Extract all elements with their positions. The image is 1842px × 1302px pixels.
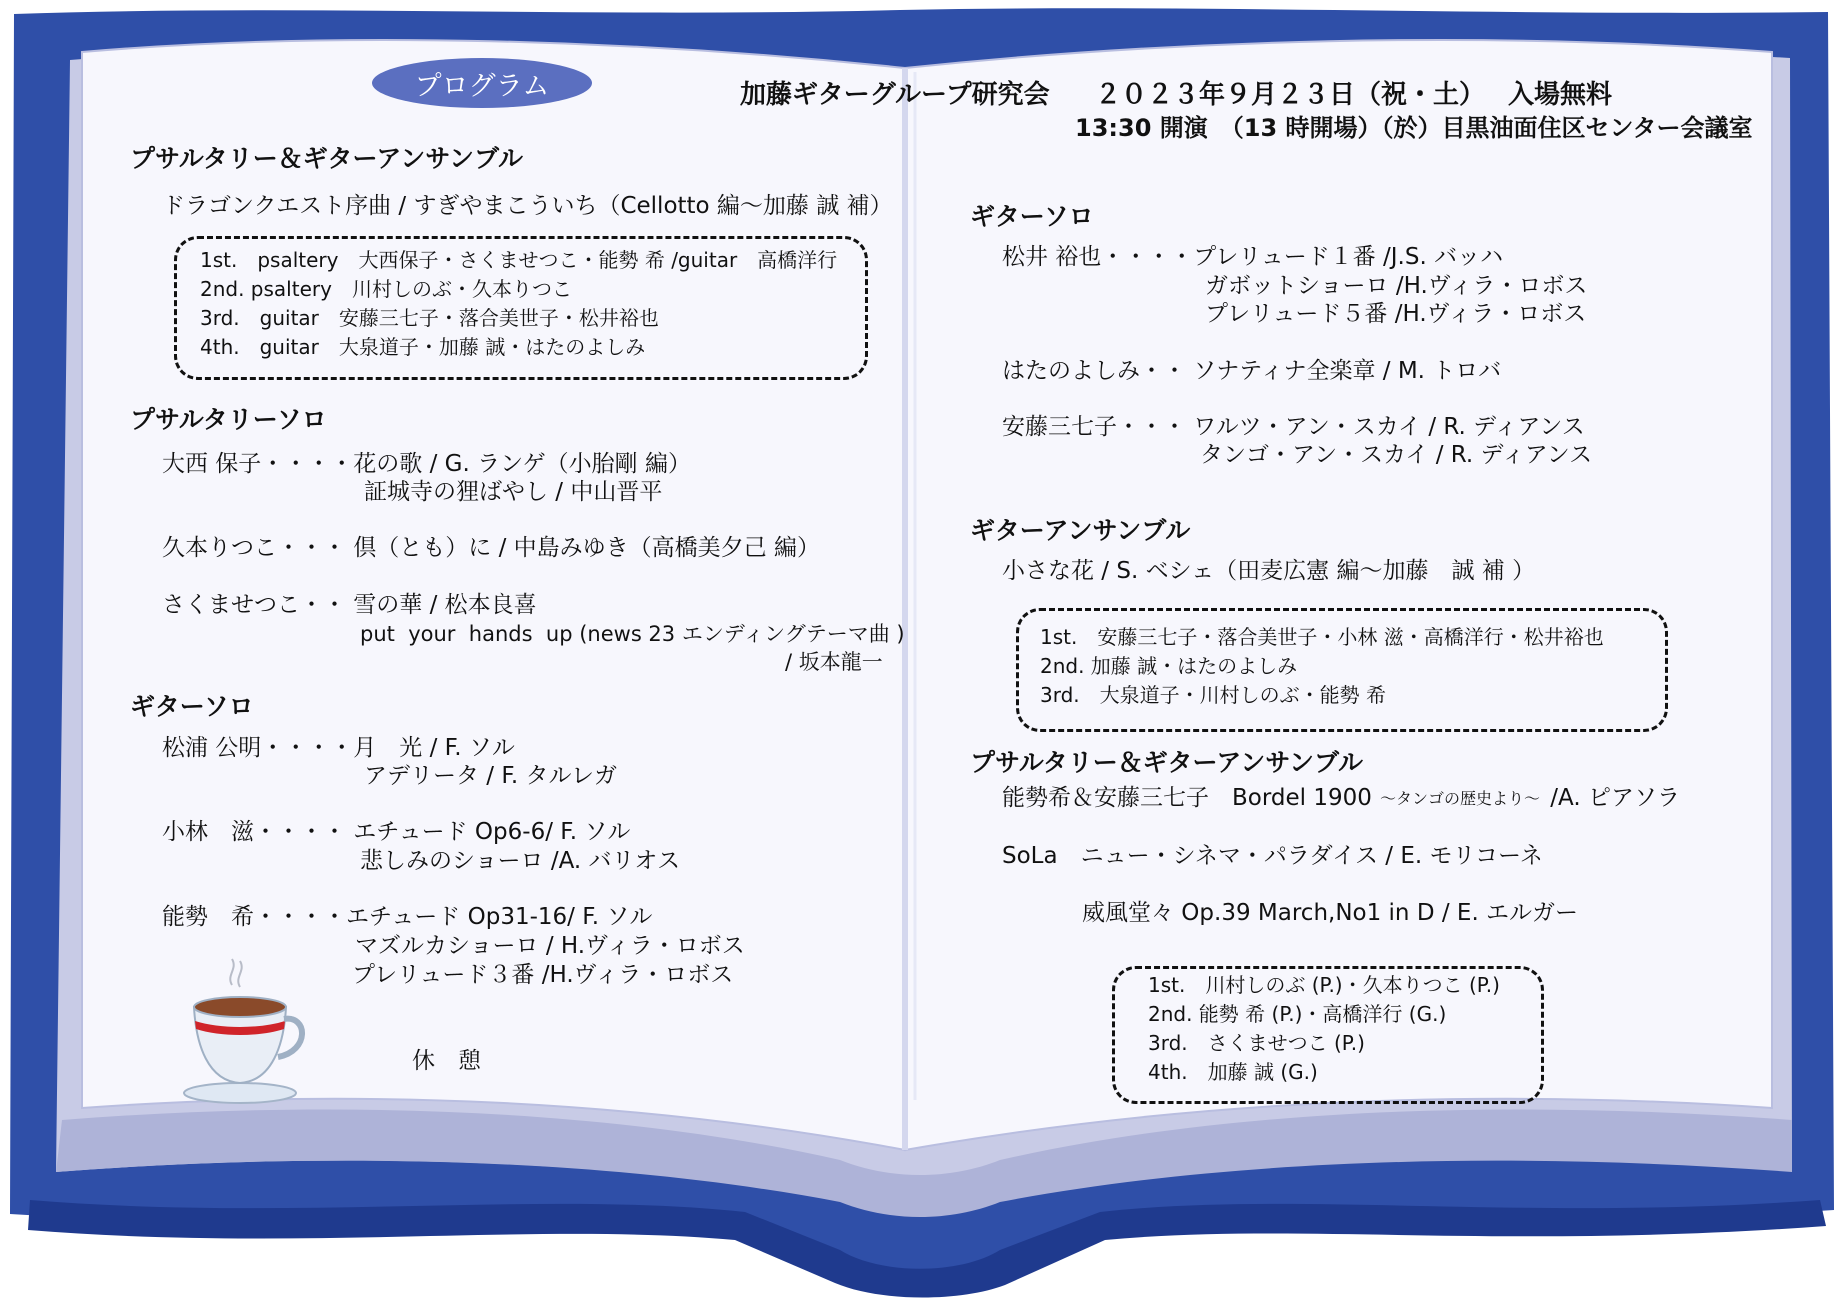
program-line: プレリュード５番 /H.ヴィラ・ロボス [1205, 301, 1587, 327]
part-line: 1st. 川村しのぶ (P.)・久本りつこ (P.) [1148, 973, 1500, 997]
part-line: 3rd. guitar 安藤三七子・落合美世子・松井裕也 [200, 306, 659, 330]
section-title-psaltery-guitar-ensemble: プサルタリー＆ギターアンサンブル [130, 144, 524, 173]
section-title-guitar-solo: ギターソロ [130, 692, 254, 721]
program-line: タンゴ・アン・スカイ / R. ディアンス [1200, 442, 1593, 468]
part-line: 2nd. 能勢 希 (P.)・高橋洋行 (G.) [1148, 1002, 1447, 1026]
program-line: プレリュード３番 /H.ヴィラ・ロボス [352, 962, 734, 988]
intermission-label: 休 憩 [412, 1048, 481, 1074]
program-line: 大西 保子・・・・花の歌 / G. ランゲ（小胎剛 編） [162, 451, 691, 477]
part-line: 3rd. 大泉道子・川村しのぶ・能勢 希 [1040, 683, 1387, 707]
part-line: 4th. 加藤 誠 (G.) [1148, 1060, 1318, 1084]
section-title-guitar-solo-2: ギターソロ [970, 202, 1094, 231]
program-line: 能勢 希・・・・エチュード Op31-16/ F. ソル [162, 904, 653, 930]
program-line: アデリータ / F. タルレガ [364, 763, 617, 789]
concert-date: ２０２３年９月２３日（祝・土） [1095, 80, 1486, 110]
organizer-name: 加藤ギターグループ研究会 [740, 80, 1050, 110]
part-line: 2nd. psaltery 川村しのぶ・久本りつこ [200, 277, 572, 301]
program-line-subtitle: 〜タンゴの歴史より〜 [1380, 789, 1541, 808]
piece-dragon-quest: ドラゴンクエスト序曲 / すぎやまこういち（Cellotto 編〜加藤 誠 補） [162, 193, 893, 219]
program-line: 悲しみのショーロ /A. バリオス [360, 848, 681, 874]
program-line: はたのよしみ・・ ソナティナ全楽章 / M. トロバ [1002, 358, 1502, 384]
teacup-icon [180, 955, 310, 1105]
piece-chiisana-hana: 小さな花 / S. ベシェ（田麦広憲 編〜加藤 誠 補 ） [1002, 558, 1536, 584]
section-title-guitar-ensemble: ギターアンサンブル [970, 516, 1191, 545]
part-line: 4th. guitar 大泉道子・加藤 誠・はたのよしみ [200, 335, 646, 359]
program-line: put your hands up (news 23 エンディングテーマ曲 ) [360, 622, 905, 646]
part-line: 1st. psaltery 大西保子・さくませつこ・能勢 希 /guitar 高橋洋行 [200, 248, 838, 272]
admission-free: 入場無料 [1508, 80, 1613, 110]
program-line: 小林 滋・・・・ エチュード Op6-6/ F. ソル [162, 819, 631, 845]
section-title-psaltery-solo: プサルタリーソロ [130, 405, 327, 434]
program-badge-label: プログラム [414, 70, 550, 102]
program-badge [372, 58, 592, 108]
program-line: 久本りつこ・・・ 倶（とも）に / 中島みゆき（高橋美夕己 編） [162, 535, 820, 561]
section-title-psaltery-guitar-ensemble-2: プサルタリー＆ギターアンサンブル [970, 748, 1364, 777]
program-line: SoLa ニュー・シネマ・パラダイス / E. モリコーネ [1002, 843, 1543, 869]
program-line: さくませつこ・・ 雪の華 / 松本良喜 [162, 592, 537, 618]
program-line: 松井 裕也・・・・プレリュード１番 /J.S. バッハ [1002, 244, 1504, 270]
program-line: 能勢希＆安藤三七子 Bordel 1900 [1002, 785, 1372, 811]
program-line: 松浦 公明・・・・月 光 / F. ソル [162, 735, 515, 761]
program-line: /A. ピアソラ [1543, 785, 1681, 811]
program-line: 威風堂々 Op.39 March,No1 in D / E. エルガー [1082, 900, 1579, 926]
part-line: 3rd. さくませつこ (P.) [1148, 1031, 1365, 1055]
program-line: / 坂本龍一 [785, 650, 883, 674]
program-line: マズルカショーロ / H.ヴィラ・ロボス [355, 933, 745, 959]
part-line: 1st. 安藤三七子・落合美世子・小林 滋・高橋洋行・松井裕也 [1040, 625, 1604, 649]
program-line: 証城寺の狸ばやし / 中山晋平 [364, 479, 663, 505]
program-line: 安藤三七子・・・ ワルツ・アン・スカイ / R. ディアンス [1002, 414, 1585, 440]
time-and-venue: 13:30 開演 （13 時開場）（於）目黒油面住区センター会議室 [1075, 114, 1753, 142]
part-line: 2nd. 加藤 誠・はたのよしみ [1040, 654, 1298, 678]
program-line: ガボットショーロ /H.ヴィラ・ロボス [1205, 273, 1588, 299]
